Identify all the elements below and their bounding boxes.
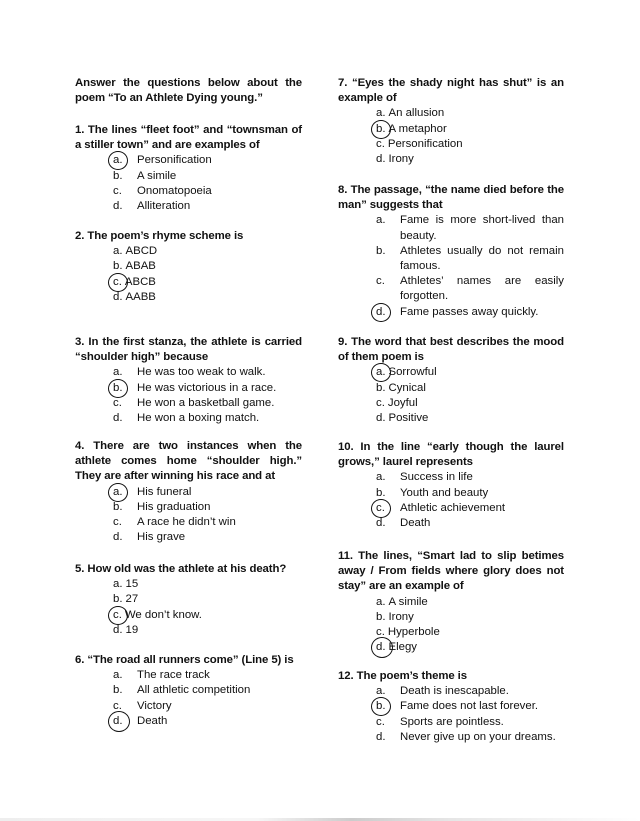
option-text: Death — [137, 714, 168, 727]
option-a[interactable] — [75, 365, 302, 380]
option-text: Joyful — [387, 396, 418, 409]
option-letter: b. — [376, 244, 386, 257]
option-text: His funeral — [137, 485, 192, 498]
option-d[interactable] — [338, 305, 564, 320]
option-text: 15 — [125, 578, 139, 591]
option-d[interactable] — [75, 199, 302, 214]
option-a[interactable] — [338, 595, 564, 610]
option-letter: a. — [376, 471, 386, 484]
option-text: Athletes usually do not remain famous. — [400, 244, 564, 273]
option-d[interactable] — [75, 623, 302, 638]
option-text: A simile — [388, 595, 428, 608]
option-b[interactable] — [75, 259, 302, 274]
option-c[interactable] — [75, 699, 302, 714]
question-stem: 4. There are two instances when the athlete comes home “shoulder high.” They are after winning his race and at — [75, 440, 302, 483]
option-letter: b. — [376, 699, 400, 714]
question-3 — [75, 335, 302, 426]
answer-options — [75, 244, 302, 305]
option-a[interactable] — [338, 365, 564, 380]
option-letter: c. — [376, 275, 385, 288]
option-letter: b. — [376, 122, 386, 137]
option-text: Athletic achievement — [400, 501, 506, 514]
answer-options — [338, 106, 564, 167]
option-letter: a. — [113, 669, 123, 682]
option-text: He won a boxing match. — [137, 412, 260, 425]
option-letter: b. — [376, 610, 386, 623]
option-c[interactable] — [75, 275, 302, 290]
option-d[interactable] — [338, 516, 564, 531]
question-stem: 8. The passage, “the name died before the man” suggests that — [338, 184, 564, 212]
option-text: We don’t know. — [124, 608, 202, 621]
option-text: 19 — [125, 623, 139, 636]
option-c[interactable] — [75, 396, 302, 411]
answer-options — [338, 213, 564, 319]
option-letter: d. — [376, 153, 386, 166]
question-stem: 10. In the line “early though the laurel grows,” laurel represents — [338, 441, 564, 469]
option-text: The race track — [137, 669, 210, 682]
option-text: Sorrowful — [388, 366, 437, 379]
instructions: Answer the questions below about the poem “To an Athlete Dying young.” — [75, 77, 302, 105]
option-b[interactable] — [338, 610, 564, 625]
option-text: Death is inescapable. — [400, 685, 509, 698]
option-text: 27 — [125, 593, 139, 606]
question-stem: 6. “The road all runners come” (Line 5) is — [75, 654, 294, 666]
option-letter: d. — [113, 531, 123, 544]
option-letter: c. — [113, 699, 122, 712]
option-a[interactable] — [75, 244, 302, 259]
question-stem: 9. The word that best describes the mood of them poem is — [338, 336, 564, 364]
left-column — [75, 76, 302, 727]
option-text: Never give up on your dreams. — [400, 730, 556, 743]
option-text: Death — [400, 517, 431, 530]
option-letter: a. — [113, 245, 123, 258]
option-c[interactable] — [75, 515, 302, 530]
option-text: Fame does not last forever. — [400, 700, 539, 713]
option-a[interactable] — [338, 106, 564, 121]
option-letter: b. — [113, 684, 123, 697]
option-text: Personification — [137, 154, 212, 167]
option-letter: d. — [113, 290, 123, 303]
answer-options — [75, 365, 302, 426]
option-text: Positive — [388, 412, 429, 425]
option-text: Victory — [137, 699, 172, 712]
option-d[interactable] — [75, 290, 302, 305]
option-c[interactable] — [338, 501, 564, 516]
option-letter: b. — [376, 486, 386, 499]
option-letter: b. — [113, 381, 137, 396]
option-a[interactable] — [75, 153, 302, 168]
answer-options — [75, 153, 302, 214]
option-text: Irony — [388, 153, 414, 166]
answer-options — [338, 684, 564, 745]
question-stem: 1. The lines “fleet foot” and “townsman of a stiller town” and are examples of — [75, 124, 302, 152]
option-d[interactable] — [338, 152, 564, 167]
option-letter: b. — [376, 381, 386, 394]
question-9 — [338, 335, 564, 426]
answer-options — [75, 668, 302, 729]
question-6 — [75, 653, 302, 729]
option-text: Fame passes away quickly. — [400, 305, 539, 318]
option-letter: d. — [113, 623, 123, 636]
option-text: He was too weak to walk. — [137, 366, 266, 379]
option-text: ABCD — [125, 245, 158, 258]
option-text: A simile — [137, 169, 177, 182]
option-text: He won a basketball game. — [137, 396, 275, 409]
option-c[interactable] — [338, 625, 564, 640]
option-letter: a. — [113, 578, 123, 591]
answer-options — [75, 485, 302, 546]
option-text: Success in life — [400, 471, 473, 484]
option-letter: a. — [376, 214, 386, 227]
option-d[interactable] — [75, 714, 302, 729]
option-letter: a. — [376, 595, 386, 608]
option-text: ABAB — [125, 260, 156, 273]
option-b[interactable] — [338, 122, 564, 137]
option-letter: a. — [376, 365, 386, 380]
option-letter: c. — [376, 396, 385, 409]
option-letter: b. — [113, 500, 123, 513]
option-text: Cynical — [388, 381, 426, 394]
answer-options — [338, 595, 564, 656]
option-b[interactable] — [75, 381, 302, 396]
option-letter: c. — [376, 501, 400, 516]
option-b[interactable] — [338, 244, 564, 274]
option-d[interactable] — [338, 640, 564, 655]
option-a[interactable] — [338, 684, 564, 699]
option-letter: c. — [376, 715, 385, 728]
option-letter: c. — [376, 137, 385, 150]
option-letter: c. — [113, 608, 122, 623]
option-letter: b. — [113, 593, 123, 606]
option-letter: c. — [113, 275, 122, 290]
option-letter: a. — [376, 107, 386, 120]
option-text: Irony — [388, 610, 414, 623]
question-12 — [338, 669, 564, 745]
question-10 — [338, 440, 564, 531]
option-text: Alliteration — [137, 200, 191, 213]
option-letter: b. — [113, 169, 123, 182]
option-letter: d. — [376, 517, 386, 530]
option-b[interactable] — [338, 699, 564, 714]
answer-options — [338, 365, 564, 426]
question-5 — [75, 562, 302, 638]
option-text: Elegy — [388, 641, 417, 654]
option-a[interactable] — [75, 668, 302, 683]
option-b[interactable] — [75, 683, 302, 698]
option-letter: d. — [113, 412, 123, 425]
option-a[interactable] — [75, 577, 302, 592]
option-letter: d. — [113, 714, 137, 729]
option-text: All athletic competition — [137, 684, 251, 697]
option-letter: d. — [376, 305, 400, 320]
option-letter: d. — [376, 730, 386, 743]
option-d[interactable] — [75, 530, 302, 545]
option-text: Athletes’ names are easily forgotten. — [400, 275, 564, 303]
question-1 — [75, 123, 302, 214]
option-text: Youth and beauty — [400, 486, 489, 499]
option-text: Personification — [387, 137, 463, 150]
option-letter: a. — [113, 485, 137, 500]
option-text: His graduation — [137, 500, 211, 513]
question-4 — [75, 439, 302, 545]
option-b[interactable] — [338, 381, 564, 396]
option-text: A metaphor — [388, 122, 447, 135]
option-c[interactable] — [338, 396, 564, 411]
option-letter: c. — [113, 184, 122, 197]
question-stem: 12. The poem’s theme is — [338, 670, 467, 682]
option-text: He was victorious in a race. — [137, 381, 277, 394]
question-stem: 7. “Eyes the shady night has shut” is an example of — [338, 77, 564, 105]
option-letter: a. — [376, 685, 386, 698]
question-stem: 2. The poem’s rhyme scheme is — [75, 230, 244, 242]
option-letter: d. — [376, 640, 386, 655]
option-text: Hyperbole — [387, 626, 440, 639]
question-8 — [338, 183, 564, 320]
option-a[interactable] — [75, 485, 302, 500]
question-stem: 11. The lines, “Smart lad to slip betimes away / From fields where glory does not stay” are an example of — [338, 550, 564, 593]
option-letter: c. — [113, 516, 122, 529]
answer-options — [338, 470, 564, 531]
question-stem: 5. How old was the athlete at his death? — [75, 563, 287, 575]
option-letter: d. — [113, 200, 123, 213]
option-a[interactable] — [338, 213, 564, 243]
option-text: A race he didn’t win — [137, 516, 236, 529]
option-text: Onomatopoeia — [137, 184, 212, 197]
option-letter: c. — [376, 626, 385, 639]
question-2 — [75, 229, 302, 305]
option-a[interactable] — [338, 470, 564, 485]
option-text: An allusion — [388, 107, 445, 120]
option-text: Fame is more short-lived than beauty. — [400, 214, 564, 242]
option-b[interactable] — [75, 169, 302, 184]
option-c[interactable] — [338, 715, 564, 730]
option-c[interactable] — [75, 184, 302, 199]
option-c[interactable] — [75, 608, 302, 623]
option-letter: c. — [113, 396, 122, 409]
option-d[interactable] — [75, 411, 302, 426]
option-b[interactable] — [75, 592, 302, 607]
option-c[interactable] — [338, 274, 564, 304]
question-11 — [338, 549, 564, 655]
option-d[interactable] — [338, 730, 564, 745]
option-letter: b. — [113, 260, 123, 273]
question-stem: 3. In the first stanza, the athlete is carried “shoulder high” because — [75, 336, 302, 364]
option-b[interactable] — [338, 486, 564, 501]
option-letter: d. — [376, 412, 386, 425]
option-text: AABB — [125, 290, 156, 303]
option-text: ABCB — [124, 275, 156, 288]
answer-options — [75, 577, 302, 638]
option-c[interactable] — [338, 137, 564, 152]
option-text: Sports are pointless. — [400, 715, 504, 728]
option-letter: a. — [113, 153, 137, 168]
option-text: His grave — [137, 531, 186, 544]
option-d[interactable] — [338, 411, 564, 426]
option-b[interactable] — [75, 500, 302, 515]
question-7 — [338, 76, 564, 167]
option-letter: a. — [113, 366, 123, 379]
